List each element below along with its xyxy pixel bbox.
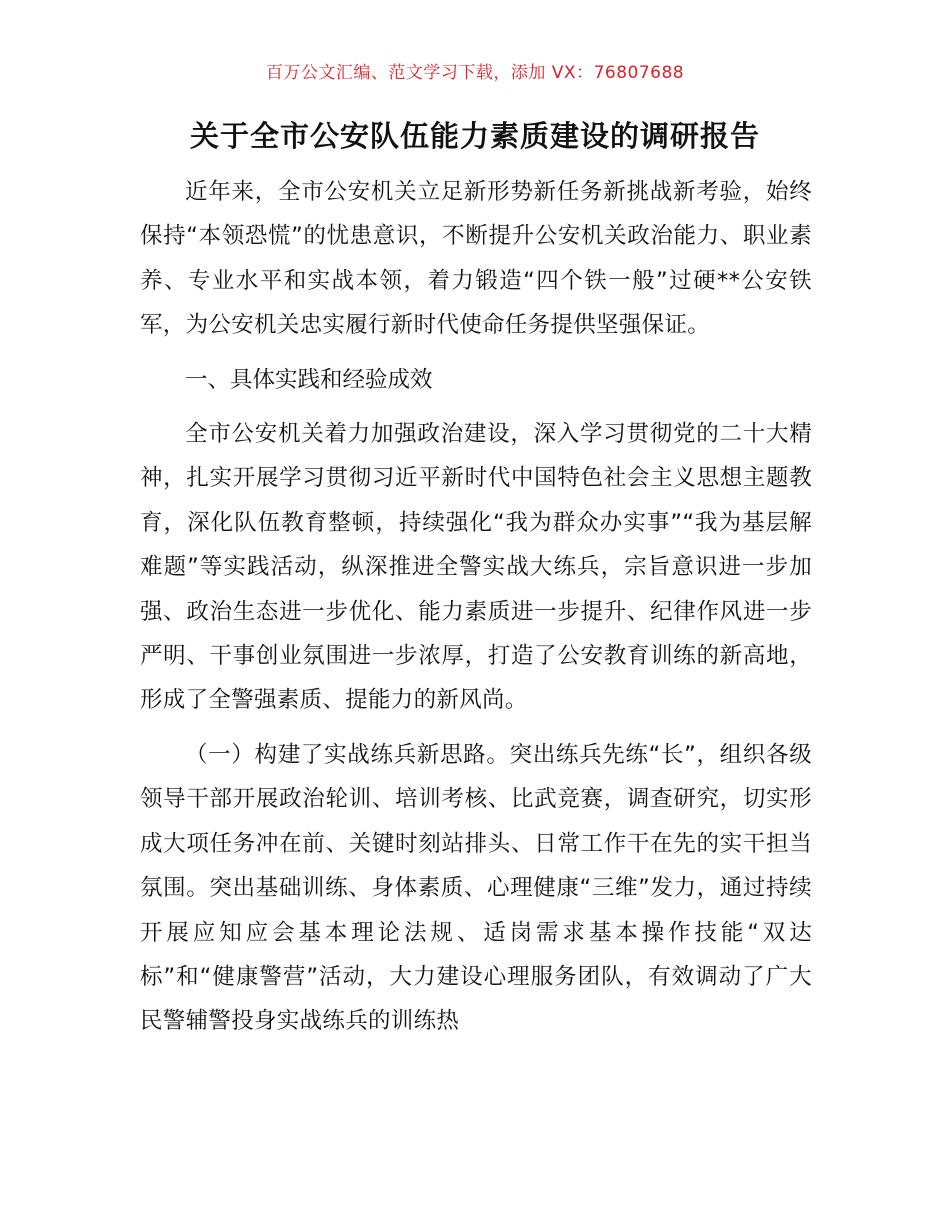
section-heading-1: 一、具体实践和经验成效: [185, 366, 433, 393]
paragraph-section-1: 全市公安机关着力加强政治建设，深入学习贯彻党的二十大精神，扎实开展学习贯彻习近平新时代中国特色社会主义思想主题教育，深化队伍教育整顿，持续强化“我为群众办实事”“我为基层解难题”等实践活动，纵深推进全警实战大练兵，宗旨意识进一步加强、政治生态进一步优化、能力素质进一步提升、纪律作风进一步严明、干事创业氛围进一步浓厚，打造了公安教育训练的新高地，形成了全警强素质、提能力的新风尚。: [140, 421, 812, 714]
paragraph-intro: 近年来，全市公安机关立足新形势新任务新挑战新考验，始终保持“本领恐慌”的忧患意识，不断提升公安机关政治能力、职业素养、专业水平和实战本领，着力锻造“四个铁一般”过硬**公安铁军，为公安机关忠实履行新时代使命任务提供坚强保证。: [140, 179, 812, 339]
document-body: [140, 170, 812, 1054]
paragraph-subsection-1: （一）构建了实战练兵新思路。突出练兵先练“长”，组织各级领导干部开展政治轮训、培训考核、比武竞赛，调查研究，切实形成大项任务冲在前、关键时刻站排头、日常工作干在先的实干担当氛围。突出基础训练、身体素质、心理健康“三维”发力，通过持续开展应知应会基本理论法规、适岗需求基本操作技能“双达标”和“健康警营”活动，大力建设心理服务团队，有效调动了广大民警辅警投身实战练兵的训练热: [140, 741, 812, 1035]
watermark-text: 百万公文汇编、范文学习下载，添加 VX：76807688: [265, 63, 685, 83]
document-title: 关于全市公安队伍能力素质建设的调研报告: [189, 119, 760, 153]
